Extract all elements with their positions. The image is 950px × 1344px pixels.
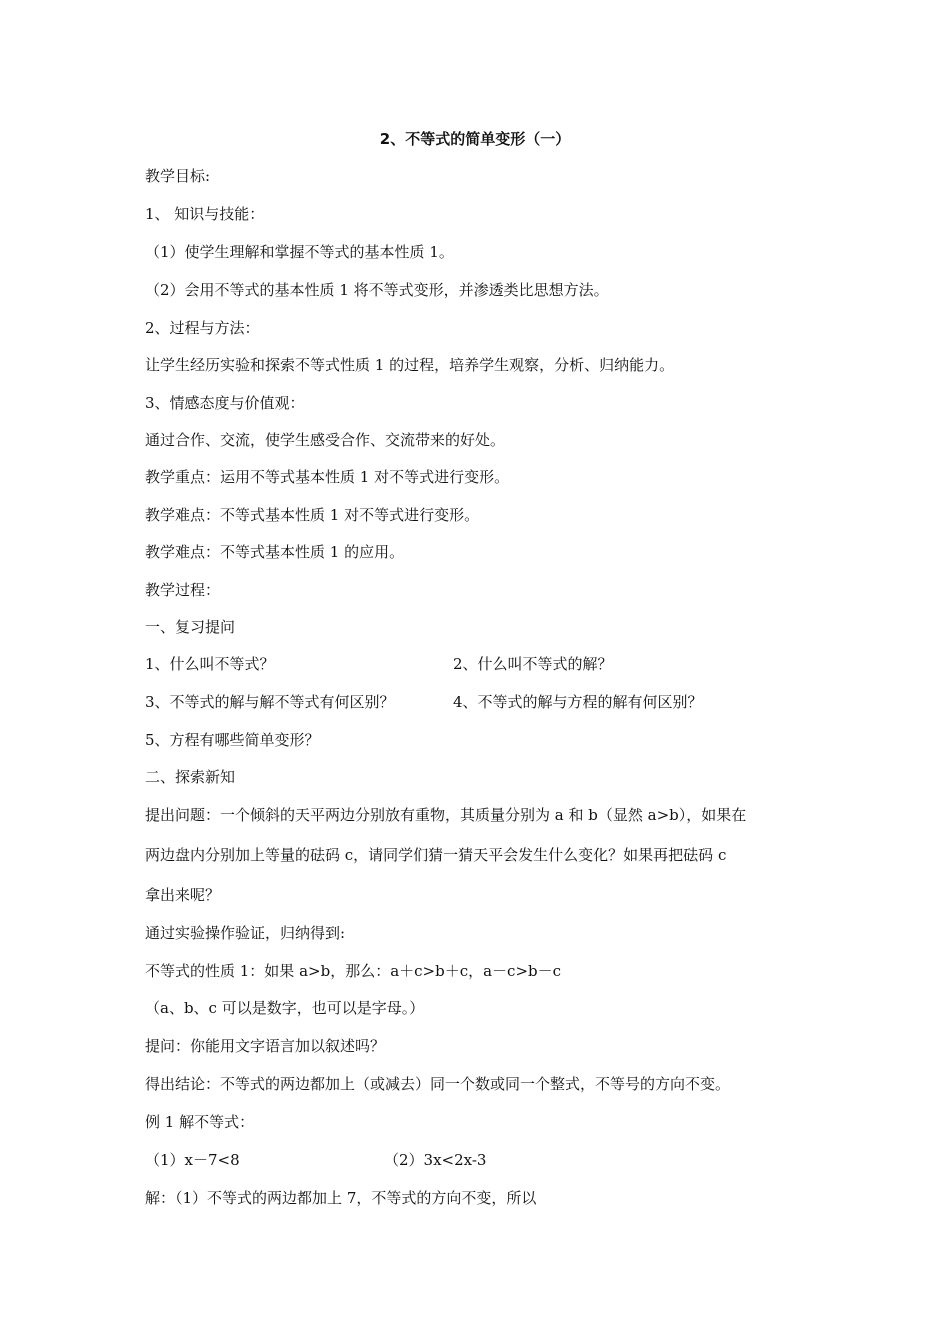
text-line: （1）使学生理解和掌握不等式的基本性质 1。 xyxy=(145,243,454,261)
text-line: 1、 知识与技能： xyxy=(145,205,265,223)
text-line: 教学目标: xyxy=(145,167,211,185)
text-line: 2、什么叫不等式的解？ xyxy=(453,655,613,673)
text-line: 提出问题：一个倾斜的天平两边分别放有重物，其质量分别为 a 和 b（显然 a>b），如果在 xyxy=(145,806,747,824)
text-line: 二、探索新知 xyxy=(145,768,236,786)
text-line: 1、什么叫不等式？ xyxy=(145,655,275,673)
text-line: 两边盘内分别加上等量的砝码 c，请同学们猜一猜天平会发生什么变化？如果再把砝码 c xyxy=(145,846,727,864)
text-line: 2、过程与方法： xyxy=(145,319,260,337)
text-line: 教学难点：不等式基本性质 1 对不等式进行变形。 xyxy=(145,506,480,524)
document-title: 2、不等式的简单变形（一） xyxy=(379,130,571,148)
text-line: （a、b、c 可以是数字，也可以是字母。） xyxy=(145,999,425,1017)
text-line: 例 1 解不等式： xyxy=(145,1113,255,1131)
text-line: 一、复习提问 xyxy=(145,618,236,636)
text-line: （2）会用不等式的基本性质 1 将不等式变形，并渗透类比思想方法。 xyxy=(145,281,609,299)
text-line: 教学重点：运用不等式基本性质 1 对不等式进行变形。 xyxy=(145,468,510,486)
text-line: 通过实验操作验证，归纳得到: xyxy=(145,924,346,942)
text-line: 让学生经历实验和探索不等式性质 1 的过程，培养学生观察，分析、归纳能力。 xyxy=(145,356,675,374)
text-line: 5、方程有哪些简单变形？ xyxy=(145,731,320,749)
text-line: 得出结论：不等式的两边都加上（或减去）同一个数或同一个整式，不等号的方向不变。 xyxy=(145,1075,731,1093)
text-line: 提问：你能用文字语言加以叙述吗？ xyxy=(145,1037,386,1055)
text-line: 拿出来呢？ xyxy=(145,886,221,904)
text-line: 3、情感态度与价值观： xyxy=(145,394,305,412)
text-line: 不等式的性质 1：如果 a>b，那么：a＋c>b＋c，a－c>b－c xyxy=(145,962,562,980)
text-line: 教学过程： xyxy=(145,581,221,599)
text-line: （2）3x<2x-3 xyxy=(384,1151,487,1169)
text-line: 4、不等式的解与方程的解有何区别？ xyxy=(453,693,703,711)
text-line: （1）x－7<8 xyxy=(145,1151,240,1169)
text-line: 通过合作、交流，使学生感受合作、交流带来的好处。 xyxy=(145,431,506,449)
text-line: 3、不等式的解与解不等式有何区别？ xyxy=(145,693,395,711)
text-line: 教学难点：不等式基本性质 1 的应用。 xyxy=(145,543,405,561)
text-line: 解：（1）不等式的两边都加上 7，不等式的方向不变，所以 xyxy=(145,1189,537,1207)
